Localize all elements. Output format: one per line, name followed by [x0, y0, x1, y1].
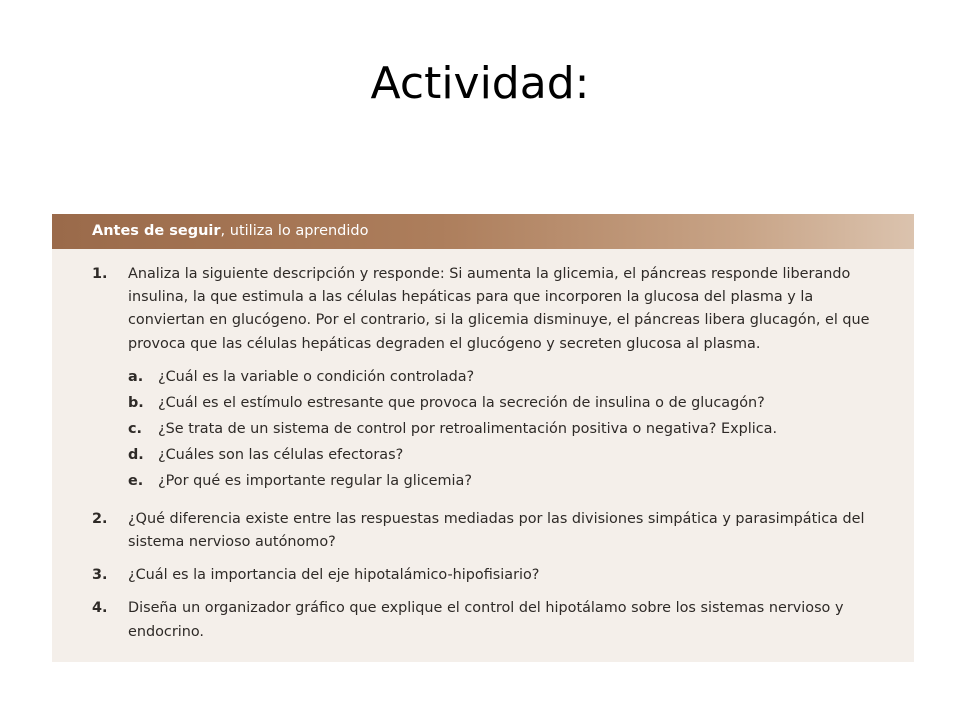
sub-question-c [128, 416, 884, 442]
question-4 [92, 597, 884, 643]
question-3 [92, 564, 884, 587]
sub-question-text: ¿Se trata de un sistema de control por retroalimentación positiva o negativa? Explica. [158, 420, 778, 437]
sub-question-letter: b. [128, 394, 144, 411]
question-2 [92, 508, 884, 554]
question-number: 2. [92, 510, 108, 527]
activity-box-header [52, 214, 914, 249]
question-text: ¿Qué diferencia existe entre las respuestas mediadas por las divisiones simpática y parasimpática del sistema nervioso autónomo? [128, 510, 865, 551]
activity-box [52, 214, 914, 662]
header-bold-text: Antes de seguir [92, 223, 221, 239]
question-number: 4. [92, 600, 108, 617]
sub-question-text: ¿Por qué es importante regular la glicemia? [158, 472, 473, 489]
question-text: Diseña un organizador gráfico que explique el control del hipotálamo sobre los sistemas nervioso y endocrino. [128, 600, 844, 640]
sub-question-text: ¿Cuál es el estímulo estresante que provoca la secreción de insulina o de glucagón? [158, 394, 765, 411]
question-list [52, 249, 914, 644]
sub-question-text: ¿Cuáles son las células efectoras? [158, 446, 404, 463]
question-content [128, 263, 884, 498]
question-1 [92, 263, 884, 498]
header-rest-text: , utiliza lo aprendido [220, 223, 369, 239]
question-number: 3. [92, 567, 108, 584]
sub-question-letter: d. [128, 446, 144, 463]
sub-question-a [128, 364, 884, 390]
question-number: 1. [92, 266, 108, 282]
sub-question-letter: a. [128, 368, 144, 385]
question-text: ¿Cuál es la importancia del eje hipotalámico-hipofisiario? [128, 567, 540, 584]
slide-title: Actividad: [370, 58, 590, 109]
sub-question-e [128, 468, 884, 494]
sub-question-text: ¿Cuál es la variable o condición controlada? [158, 368, 475, 385]
sub-question-letter: c. [128, 420, 142, 437]
sub-question-b [128, 390, 884, 416]
question-text: Analiza la siguiente descripción y responde: Si aumenta la glicemia, el páncreas responde liberando insulina, la que estimula a las células hepáticas para que incorporen la glucosa del plasma y la conviertan en glucógeno. Por el contrario, si la glicemia disminuye, el páncreas libera glucagón, el que provoca que las células hepáticas degraden el glucógeno y secreten glucosa al plasma. [128, 266, 870, 352]
sub-question-letter: e. [128, 472, 144, 489]
sub-question-list [128, 364, 884, 494]
sub-question-d [128, 442, 884, 468]
